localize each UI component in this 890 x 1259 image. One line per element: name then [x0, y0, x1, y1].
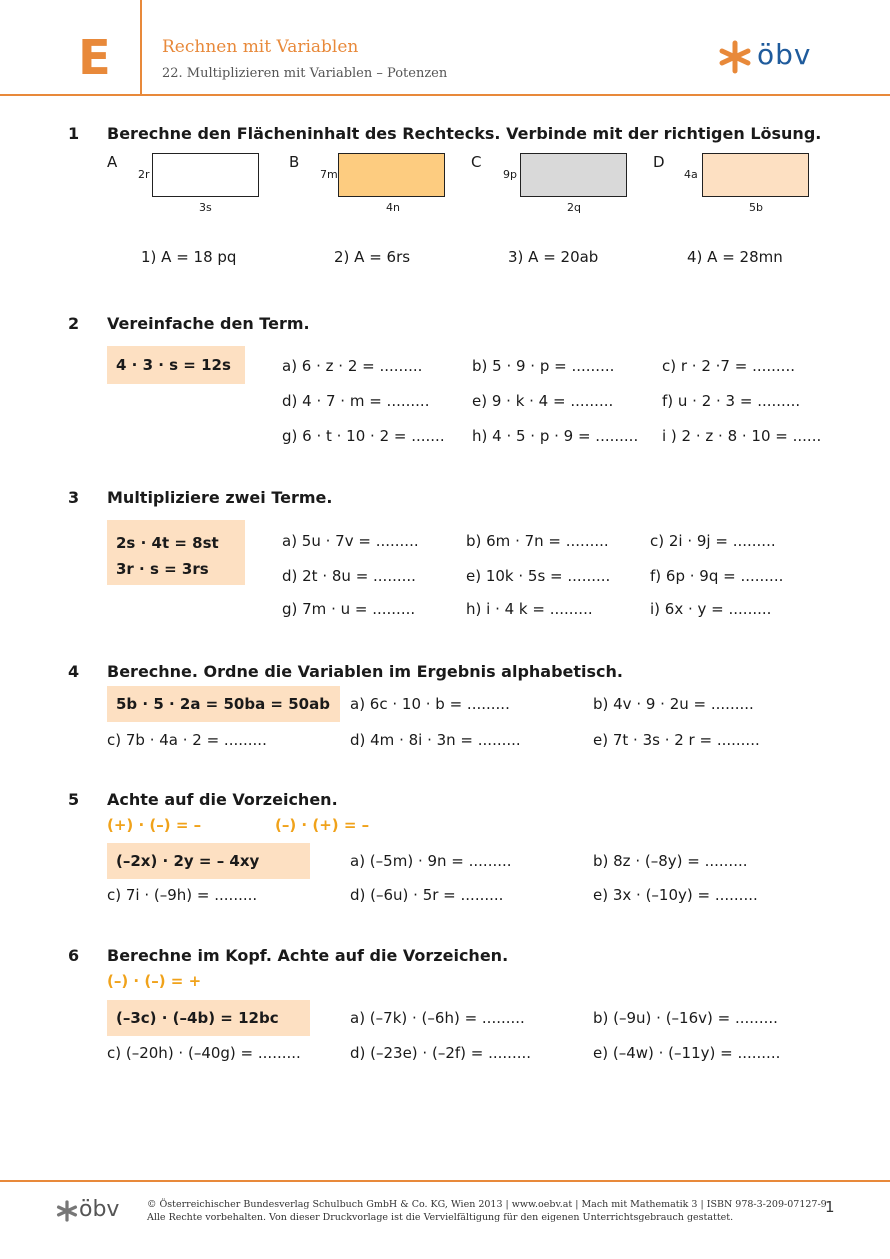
answer-1: 1) A = 18 pq: [141, 248, 237, 266]
answer-3: 3) A = 20ab: [508, 248, 599, 266]
task-1-number: 1: [68, 124, 80, 143]
task-2-item: i ) 2 · z · 8 · 10 = ......: [662, 427, 822, 445]
rect-a-letter: A: [107, 153, 118, 171]
header-rule: [0, 94, 890, 96]
rect-d-bottom: 5b: [749, 201, 763, 214]
footer-logo: öbv: [79, 1197, 120, 1222]
task-3-number: 3: [68, 488, 80, 507]
rect-c: [520, 153, 627, 197]
rect-b: [338, 153, 445, 197]
rect-c-letter: C: [471, 153, 482, 171]
task-3-item: i) 6x · y = .........: [650, 600, 772, 618]
task-4-item: e) 7t · 3s · 2 r = .........: [593, 731, 760, 749]
task-3-example-line-1: 2s · 4t = 8st: [116, 534, 219, 552]
header-divider: [140, 0, 142, 94]
task-3-item: c) 2i · 9j = .........: [650, 532, 776, 550]
footer-copyright: © Österreichischer Bundesverlag Schulbuch GmbH & Co. KG, Wien 2013 | www.oebv.at | Mach mit Mathematik 3 | ISBN 978-3-209-07127-9: [147, 1199, 827, 1210]
task-3-item: d) 2t · 8u = .........: [282, 567, 416, 585]
rect-d-side: 4a: [684, 168, 698, 181]
page-number: 1: [825, 1198, 835, 1216]
task-5-item: e) 3x · (–10y) = .........: [593, 886, 758, 904]
task-3-item: f) 6p · 9q = .........: [650, 567, 784, 585]
rect-d-letter: D: [653, 153, 665, 171]
task-2-item: g) 6 · t · 10 · 2 = .......: [282, 427, 445, 445]
sign-rule-3: (–) · (–) = +: [107, 972, 202, 990]
task-1-title: Berechne den Flächeninhalt des Rechtecks. Verbinde mit der richtigen Lösung.: [107, 124, 822, 143]
obv-star-icon: [718, 40, 752, 74]
task-3-item: g) 7m · u = .........: [282, 600, 416, 618]
task-2-item: a) 6 · z · 2 = .........: [282, 357, 423, 375]
task-4-item: c) 7b · 4a · 2 = .........: [107, 731, 267, 749]
rect-c-side: 9p: [503, 168, 517, 181]
task-2-item: e) 9 · k · 4 = .........: [472, 392, 614, 410]
task-3-item: h) i · 4 k = .........: [466, 600, 593, 618]
rect-a-bottom: 3s: [199, 201, 212, 214]
task-6-item: b) (–9u) · (–16v) = .........: [593, 1009, 778, 1027]
task-6-item: c) (–20h) · (–40g) = .........: [107, 1044, 301, 1062]
rect-b-letter: B: [289, 153, 300, 171]
task-6-item: d) (–23e) · (–2f) = .........: [350, 1044, 532, 1062]
task-6-item: a) (–7k) · (–6h) = .........: [350, 1009, 525, 1027]
rect-a-side: 2r: [138, 168, 150, 181]
answer-2: 2) A = 6rs: [334, 248, 411, 266]
task-2-title: Vereinfache den Term.: [107, 314, 310, 333]
task-3-title: Multipliziere zwei Terme.: [107, 488, 333, 507]
sign-rule-1: (+) · (–) = –: [107, 816, 202, 834]
task-4-item: a) 6c · 10 · b = .........: [350, 695, 510, 713]
task-2-item: h) 4 · 5 · p · 9 = .........: [472, 427, 639, 445]
chapter-letter: E: [78, 30, 111, 86]
task-2-item: f) u · 2 · 3 = .........: [662, 392, 801, 410]
task-3-item: b) 6m · 7n = .........: [466, 532, 609, 550]
task-5-example: (–2x) · 2y = – 4xy: [107, 843, 310, 879]
obv-footer-star-icon: [56, 1200, 78, 1222]
rect-b-side: 7m: [320, 168, 338, 181]
footer-rights: Alle Rechte vorbehalten. Von dieser Druckvorlage ist die Vervielfältigung für den eigenen Unterrichtsgebrauch gestattet.: [147, 1212, 734, 1223]
task-4-item: b) 4v · 9 · 2u = .........: [593, 695, 754, 713]
task-4-example: 5b · 5 · 2a = 50ba = 50ab: [107, 686, 340, 722]
page-subtitle: 22. Multiplizieren mit Variablen – Potenzen: [162, 66, 448, 81]
task-2-number: 2: [68, 314, 80, 333]
task-3-example: [107, 520, 245, 585]
rect-d: [702, 153, 809, 197]
page-title: Rechnen mit Variablen: [162, 37, 359, 57]
task-5-number: 5: [68, 790, 80, 809]
task-6-number: 6: [68, 946, 80, 965]
task-3-item: a) 5u · 7v = .........: [282, 532, 419, 550]
task-3-example-line-2: 3r · s = 3rs: [116, 560, 209, 578]
rect-c-bottom: 2q: [567, 201, 581, 214]
task-4-title: Berechne. Ordne die Variablen im Ergebnis alphabetisch.: [107, 662, 624, 681]
task-6-example: (–3c) · (–4b) = 12bc: [107, 1000, 310, 1036]
task-2-example: 4 · 3 · s = 12s: [107, 346, 245, 384]
task-5-item: c) 7i · (–9h) = .........: [107, 886, 258, 904]
task-6-item: e) (–4w) · (–11y) = .........: [593, 1044, 781, 1062]
sign-rule-2: (–) · (+) = –: [275, 816, 370, 834]
task-2-item: d) 4 · 7 · m = .........: [282, 392, 430, 410]
task-2-item: c) r · 2 ·7 = .........: [662, 357, 795, 375]
task-3-item: e) 10k · 5s = .........: [466, 567, 611, 585]
rect-b-bottom: 4n: [386, 201, 400, 214]
task-6-title: Berechne im Kopf. Achte auf die Vorzeichen.: [107, 946, 509, 965]
task-2-item: b) 5 · 9 · p = .........: [472, 357, 615, 375]
task-5-item: a) (–5m) · 9n = .........: [350, 852, 512, 870]
obv-logo: öbv: [757, 38, 812, 71]
footer-rule: [0, 1180, 890, 1182]
rect-a: [152, 153, 259, 197]
answer-4: 4) A = 28mn: [687, 248, 783, 266]
task-5-item: b) 8z · (–8y) = .........: [593, 852, 748, 870]
task-4-number: 4: [68, 662, 80, 681]
task-5-item: d) (–6u) · 5r = .........: [350, 886, 504, 904]
task-4-item: d) 4m · 8i · 3n = .........: [350, 731, 521, 749]
task-5-title: Achte auf die Vorzeichen.: [107, 790, 338, 809]
